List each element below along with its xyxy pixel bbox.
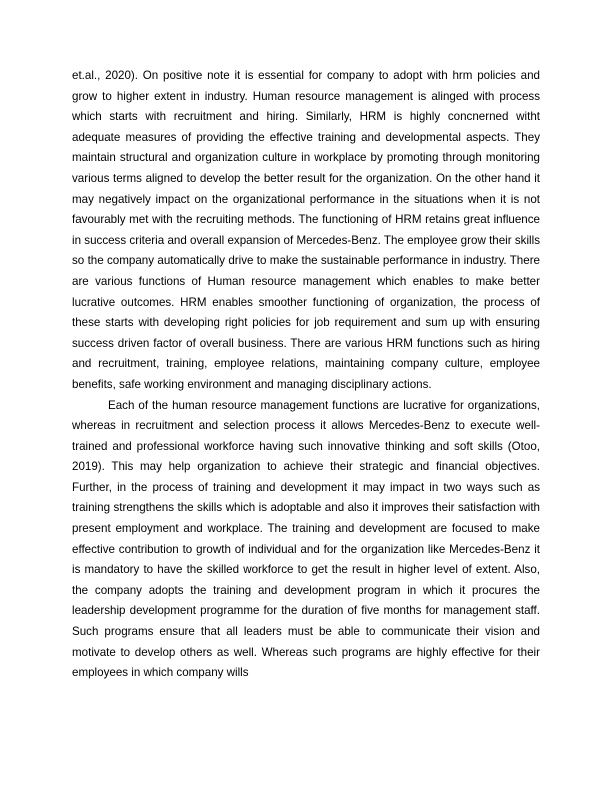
body-text <box>72 66 540 684</box>
paragraph-hrm-overview: et.al., 2020). On positive note it is essential for company to adopt with hrm policies and grow to higher extent in industry. Human resource management is alinged with process which starts with recruitment and hiring. Similarly, HRM is highly concnerned witht adequate measures of providing the effective training and developmental aspects. They maintain structural and organization culture in workplace by promoting through monitoring various terms aligned to develop the better result for the organization. On the other hand it may negatively impact on the organizational performance in the situations when it is not favourably met with the recruiting methods. The functioning of HRM retains great influence in success criteria and overall expansion of Mercedes-Benz. The employee grow their skills so the company automatically drive to make the sustainable performance in industry. There are various functions of Human resource management which enables to make better lucrative outcomes. HRM enables smoother functioning of organization, the process of these starts with developing right policies for job requirement and sum up with ensuring success driven factor of overall business. There are various HRM functions such as hiring and recruitment, training, employee relations, maintaining company culture, employee benefits, safe working environment and managing disciplinary actions. <box>72 69 540 391</box>
paragraph-hrm-functions: Each of the human resource management functions are lucrative for organizations, whereas in recruitment and selection process it allows Mercedes-Benz to execute well-trained and professional workforce having such innovative thinking and soft skills (Otoo, 2019). This may help organization to achieve their strategic and financial objectives. Further, in the process of training and development it may impact in two ways such as training strengthens the skills which is adoptable and also it improves their satisfaction with present employment and workplace. The training and development are focused to make effective contribution to growth of individual and for the organization like Mercedes-Benz it is mandatory to have the skilled workforce to get the result in higher level of extent. Also, the company adopts the training and development program in which it procures the leadership development programme for the duration of five months for management staff. Such programs ensure that all leaders must be able to communicate their vision and motivate to develop others as well. Whereas such programs are highly effective for their employees in which company wills <box>72 398 540 680</box>
